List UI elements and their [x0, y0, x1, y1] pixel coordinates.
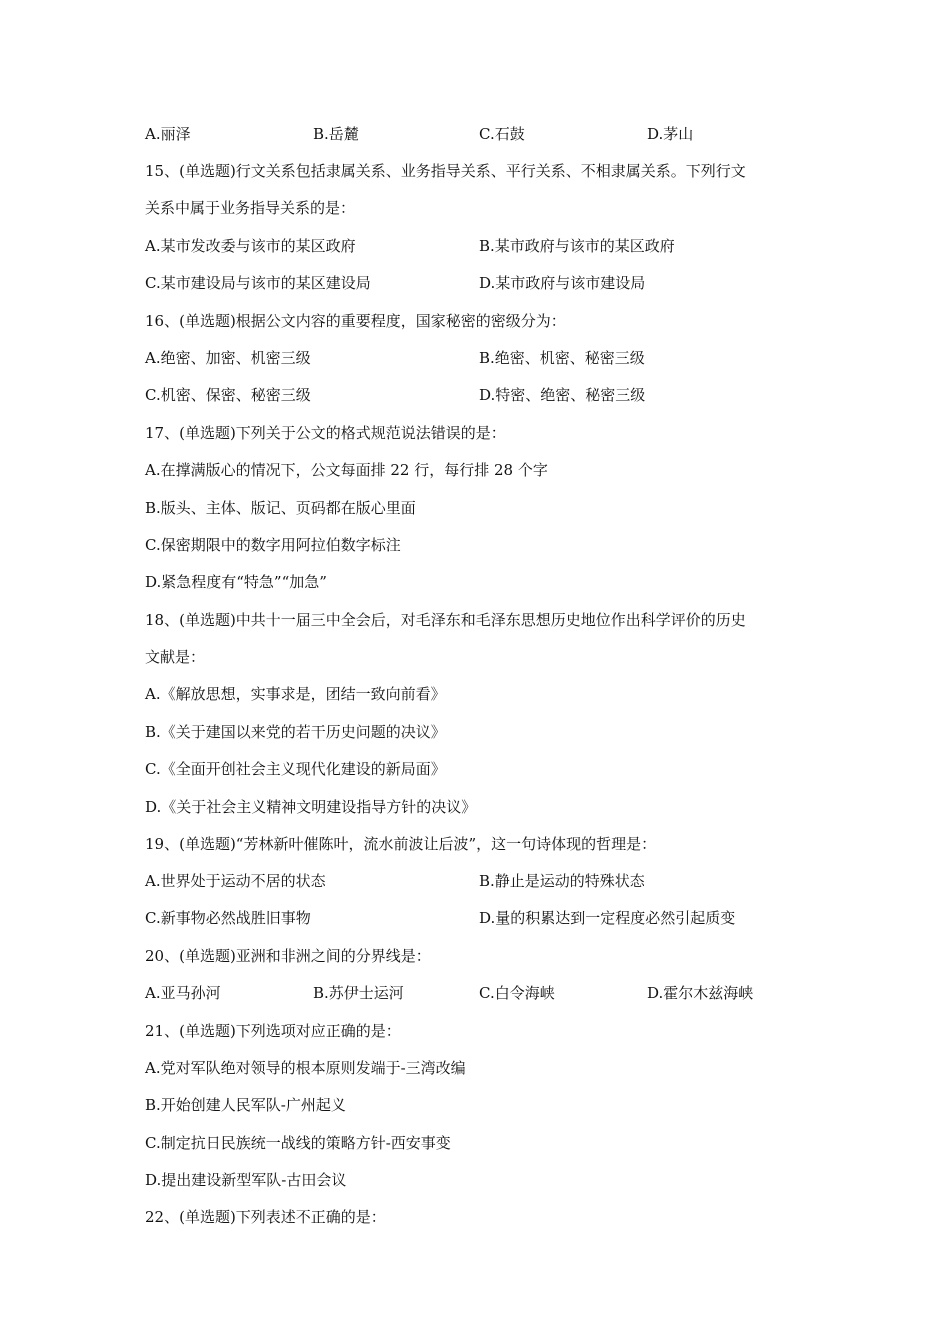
q19-option-c: C.新事物必然战胜旧事物 [145, 909, 311, 927]
q18-option-b: B.《关于建国以来党的若干历史问题的决议》 [145, 723, 446, 741]
q14-option-b: B.岳麓 [313, 125, 359, 143]
q19-options-row1 [145, 871, 825, 891]
q19-option-d: D.量的积累达到一定程度必然引起质变 [479, 909, 736, 927]
q16-options-row1 [145, 348, 825, 368]
q20-options [145, 983, 825, 1003]
q15-options-row2 [145, 273, 825, 293]
q14-options [145, 124, 825, 144]
q18-option-c: C.《全面开创社会主义现代化建设的新局面》 [145, 760, 446, 778]
q18-option-d: D.《关于社会主义精神文明建设指导方针的决议》 [145, 798, 477, 816]
q17-option-d: D.紧急程度有“特急”“加急” [145, 573, 327, 591]
q14-option-c: C.石鼓 [479, 125, 525, 143]
q19-stem: 19、(单选题)“芳林新叶催陈叶，流水前波让后波”，这一句诗体现的哲理是： [145, 835, 657, 853]
q16-option-a: A.绝密、加密、机密三级 [145, 349, 311, 367]
q19-options-row2 [145, 908, 825, 928]
q22-stem: 22、(单选题)下列表述不正确的是： [145, 1208, 386, 1226]
q21-stem: 21、(单选题)下列选项对应正确的是： [145, 1022, 401, 1040]
q16-stem: 16、(单选题)根据公文内容的重要程度，国家秘密的密级分为： [145, 312, 566, 330]
q15-option-c: C.某市建设局与该市的某区建设局 [145, 274, 371, 292]
q21-option-a: A.党对军队绝对领导的根本原则发端于-三湾改编 [145, 1059, 466, 1077]
q15-option-d: D.某市政府与该市建设局 [479, 274, 646, 292]
q20-stem: 20、(单选题)亚洲和非洲之间的分界线是： [145, 947, 431, 965]
q15-options-row1 [145, 236, 825, 256]
q21-option-b: B.开始创建人民军队-广州起义 [145, 1096, 346, 1114]
q20-option-b: B.苏伊士运河 [313, 984, 404, 1002]
q19-option-a: A.世界处于运动不居的状态 [145, 872, 326, 890]
q15-option-b: B.某市政府与该市的某区政府 [479, 237, 675, 255]
q19-option-b: B.静止是运动的特殊状态 [479, 872, 645, 890]
q16-option-b: B.绝密、机密、秘密三级 [479, 349, 645, 367]
q18-stem-line1: 18、(单选题)中共十一届三中全会后，对毛泽东和毛泽东思想历史地位作出科学评价的历史 [145, 611, 746, 629]
q21-option-c: C.制定抗日民族统一战线的策略方针-西安事变 [145, 1134, 451, 1152]
q17-stem: 17、(单选题)下列关于公文的格式规范说法错误的是： [145, 424, 506, 442]
q20-option-d: D.霍尔木兹海峡 [647, 984, 754, 1002]
q17-option-b: B.版头、主体、版记、页码都在版心里面 [145, 499, 416, 517]
q15-option-a: A.某市发改委与该市的某区政府 [145, 237, 356, 255]
q17-option-a: A.在撑满版心的情况下，公文每面排 22 行，每行排 28 个字 [145, 461, 548, 479]
q17-option-c: C.保密期限中的数字用阿拉伯数字标注 [145, 536, 401, 554]
q20-option-c: C.白令海峡 [479, 984, 555, 1002]
q16-option-d: D.特密、绝密、秘密三级 [479, 386, 646, 404]
q15-stem-line1: 15、(单选题)行文关系包括隶属关系、业务指导关系、平行关系、不相隶属关系。下列行文 [145, 162, 746, 180]
q14-option-d: D.茅山 [647, 125, 694, 143]
q21-option-d: D.提出建设新型军队-古田会议 [145, 1171, 347, 1189]
q18-stem-line2: 文献是： [145, 648, 206, 666]
q16-options-row2 [145, 385, 825, 405]
q14-option-a: A.丽泽 [145, 125, 191, 143]
q16-option-c: C.机密、保密、秘密三级 [145, 386, 311, 404]
q15-stem-line2: 关系中属于业务指导关系的是： [145, 199, 356, 217]
q18-option-a: A.《解放思想，实事求是，团结一致向前看》 [145, 685, 446, 703]
q20-option-a: A.亚马孙河 [145, 984, 221, 1002]
